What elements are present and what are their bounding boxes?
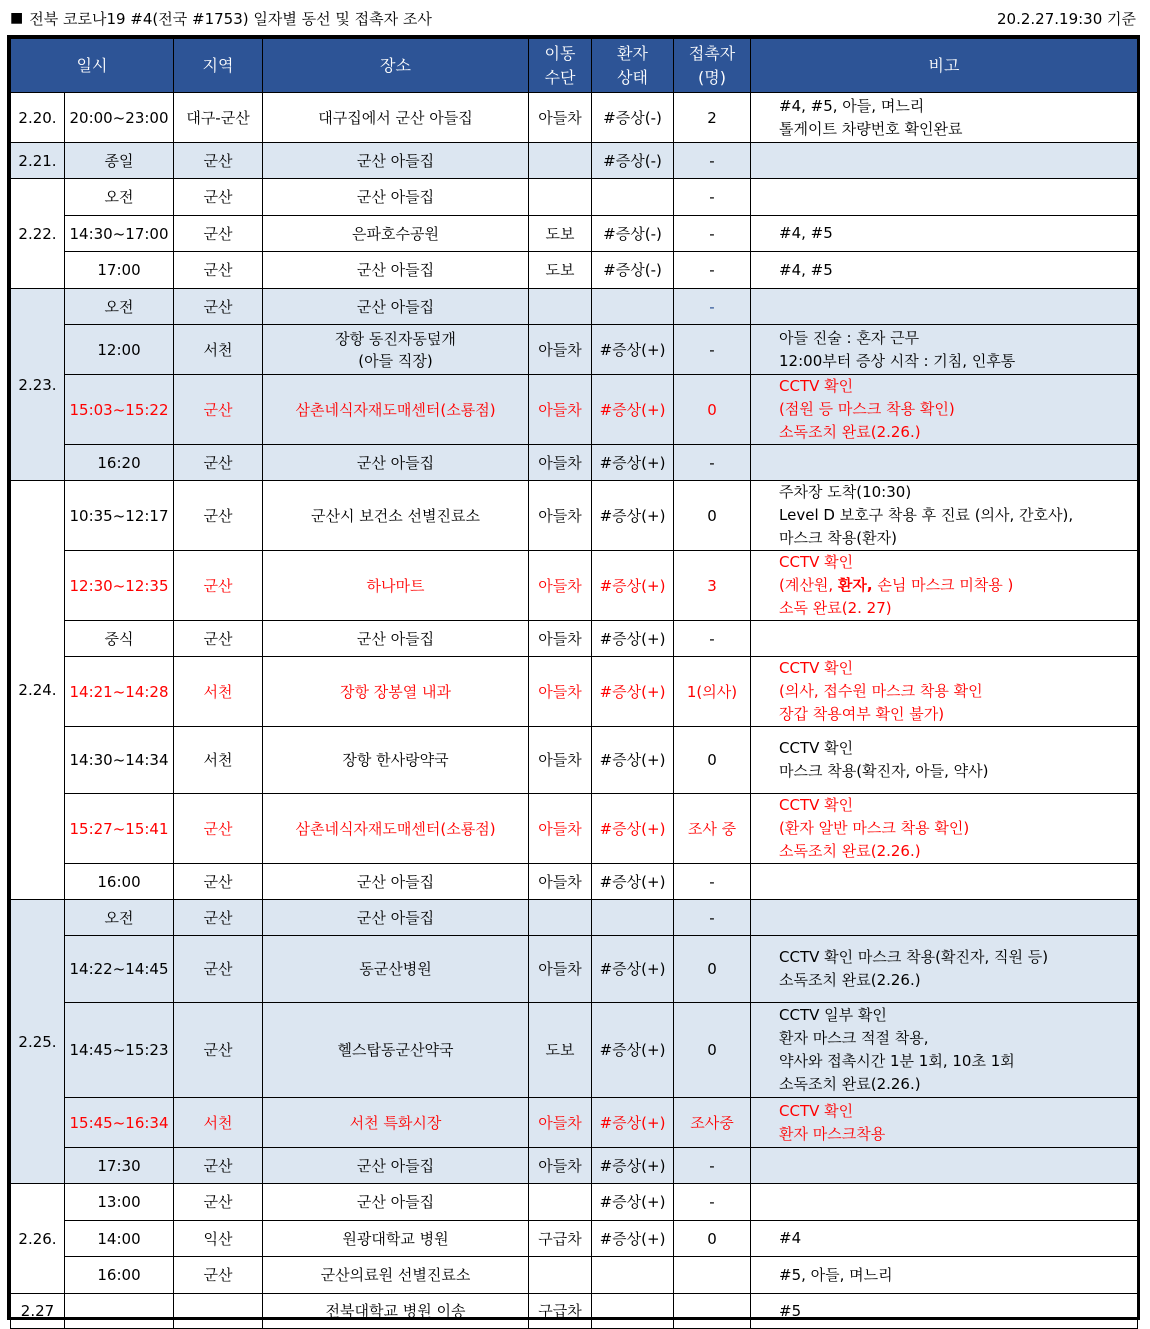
- time-cell: 20:00~23:00: [65, 93, 174, 143]
- contacts-cell: [674, 1294, 751, 1329]
- region-cell: 군산: [174, 1184, 263, 1221]
- time-cell: 14:22~14:45: [65, 936, 174, 1003]
- transport-cell: 구급차: [529, 1294, 592, 1329]
- place-cell: 전북대학교 병원 이송: [263, 1294, 529, 1329]
- header-region: 지역: [174, 39, 263, 93]
- transport-cell: [529, 1257, 592, 1294]
- status-cell: [592, 1257, 674, 1294]
- status-cell: #증상(+): [592, 325, 674, 375]
- transport-cell: 아들차: [529, 936, 592, 1003]
- table-row: [11, 216, 1138, 252]
- square-bullet-icon: ■: [10, 10, 24, 26]
- table-row: [11, 900, 1138, 936]
- transport-cell: 구급차: [529, 1221, 592, 1257]
- table-row: [11, 1184, 1138, 1221]
- status-cell: #증상(+): [592, 794, 674, 864]
- note-cell: #4: [751, 1221, 1138, 1257]
- table-row: [11, 621, 1138, 657]
- place-cell: 군산 아들집: [263, 864, 529, 900]
- note-cell: CCTV 확인 (의사, 접수원 마스크 착용 확인 장갑 착용여부 확인 불가): [751, 657, 1138, 727]
- table-row: [11, 179, 1138, 216]
- note-cell: [751, 864, 1138, 900]
- contacts-cell: 2: [674, 93, 751, 143]
- transport-cell: 아들차: [529, 325, 592, 375]
- note-cell: [751, 179, 1138, 216]
- contacts-cell: -: [674, 325, 751, 375]
- time-cell: 16:20: [65, 445, 174, 481]
- table-row: [11, 657, 1138, 727]
- route-table: [10, 38, 1138, 1329]
- region-cell: 군산: [174, 794, 263, 864]
- contacts-cell: -: [674, 252, 751, 289]
- region-cell: 군산: [174, 445, 263, 481]
- place-cell: 헬스탑동군산약국: [263, 1003, 529, 1098]
- transport-cell: [529, 900, 592, 936]
- status-cell: #증상(+): [592, 1221, 674, 1257]
- contacts-cell: 0: [674, 375, 751, 445]
- note-cell: #4, #5: [751, 216, 1138, 252]
- region-cell: 군산: [174, 1257, 263, 1294]
- transport-cell: 아들차: [529, 93, 592, 143]
- place-cell: 군산의료원 선별진료소: [263, 1257, 529, 1294]
- note-cell: #4, #5: [751, 252, 1138, 289]
- place-cell: 군산시 보건소 선별진료소: [263, 481, 529, 551]
- status-cell: [592, 1294, 674, 1329]
- status-cell: #증상(-): [592, 252, 674, 289]
- place-cell: 군산 아들집: [263, 1148, 529, 1184]
- place-cell: 군산 아들집: [263, 621, 529, 657]
- contacts-cell: 1(의사): [674, 657, 751, 727]
- status-cell: [592, 179, 674, 216]
- note-cell: #4, #5, 아들, 며느리 톨게이트 차량번호 확인완료: [751, 93, 1138, 143]
- place-cell: 서천 특화시장: [263, 1098, 529, 1148]
- table-row: [11, 936, 1138, 1003]
- transport-cell: 도보: [529, 1003, 592, 1098]
- table-row: [11, 325, 1138, 375]
- region-cell: 대구-군산: [174, 93, 263, 143]
- header-place: 장소: [263, 39, 529, 93]
- date-cell: 2.26.: [11, 1184, 65, 1294]
- place-cell: 군산 아들집: [263, 252, 529, 289]
- note-cell: [751, 289, 1138, 325]
- table-row: [11, 1098, 1138, 1148]
- status-cell: #증상(+): [592, 864, 674, 900]
- region-cell: [174, 1294, 263, 1329]
- status-cell: #증상(+): [592, 1003, 674, 1098]
- region-cell: 군산: [174, 864, 263, 900]
- table-row: [11, 1148, 1138, 1184]
- time-cell: 16:00: [65, 1257, 174, 1294]
- status-cell: #증상(+): [592, 727, 674, 794]
- time-cell: 오전: [65, 900, 174, 936]
- date-cell: 2.25.: [11, 900, 65, 1184]
- region-cell: 군산: [174, 179, 263, 216]
- table-row: [11, 727, 1138, 794]
- header-date-time: 일시: [11, 39, 174, 93]
- note-cell: #5: [751, 1294, 1138, 1329]
- table-row: [11, 289, 1138, 325]
- place-cell: 장항 장봉열 내과: [263, 657, 529, 727]
- place-cell: 은파호수공원: [263, 216, 529, 252]
- table-row: [11, 1257, 1138, 1294]
- note-cell: #5, 아들, 며느리: [751, 1257, 1138, 1294]
- date-cell: 2.27: [11, 1294, 65, 1329]
- status-cell: [592, 900, 674, 936]
- time-cell: 15:45~16:34: [65, 1098, 174, 1148]
- contacts-cell: 0: [674, 936, 751, 1003]
- status-cell: #증상(+): [592, 657, 674, 727]
- place-cell: 군산 아들집: [263, 1184, 529, 1221]
- transport-cell: [529, 289, 592, 325]
- time-cell: 종일: [65, 143, 174, 179]
- contacts-cell: 조사중: [674, 1098, 751, 1148]
- note-cell: CCTV 확인 마스크 착용(확진자, 아들, 약사): [751, 727, 1138, 794]
- transport-cell: 아들차: [529, 375, 592, 445]
- transport-cell: 도보: [529, 252, 592, 289]
- table-row: [11, 445, 1138, 481]
- transport-cell: 아들차: [529, 445, 592, 481]
- contacts-cell: 조사 중: [674, 794, 751, 864]
- table-row: [11, 551, 1138, 621]
- transport-cell: 아들차: [529, 657, 592, 727]
- status-cell: #증상(-): [592, 216, 674, 252]
- transport-cell: 아들차: [529, 727, 592, 794]
- region-cell: 군산: [174, 1003, 263, 1098]
- contacts-cell: -: [674, 1148, 751, 1184]
- place-cell: 군산 아들집: [263, 445, 529, 481]
- date-cell: 2.23.: [11, 289, 65, 481]
- region-cell: 서천: [174, 727, 263, 794]
- date-cell: 2.21.: [11, 143, 65, 179]
- region-cell: 군산: [174, 621, 263, 657]
- note-cell: 아들 진술 : 혼자 근무 12:00부터 증상 시작 : 기침, 인후통: [751, 325, 1138, 375]
- time-cell: 14:30~17:00: [65, 216, 174, 252]
- transport-cell: [529, 179, 592, 216]
- place-cell: 원광대학교 병원: [263, 1221, 529, 1257]
- region-cell: 군산: [174, 551, 263, 621]
- place-cell: 동군산병원: [263, 936, 529, 1003]
- status-cell: #증상(+): [592, 551, 674, 621]
- date-cell: 2.22.: [11, 179, 65, 289]
- status-cell: #증상(+): [592, 375, 674, 445]
- time-cell: 중식: [65, 621, 174, 657]
- status-cell: #증상(+): [592, 1148, 674, 1184]
- note-cell: [751, 621, 1138, 657]
- transport-cell: 아들차: [529, 621, 592, 657]
- table-row: [11, 481, 1138, 551]
- header-transport: 이동 수단: [529, 39, 592, 93]
- time-cell: 15:27~15:41: [65, 794, 174, 864]
- contacts-cell: -: [674, 1184, 751, 1221]
- date-cell: 2.24.: [11, 481, 65, 900]
- header-status: 환자 상태: [592, 39, 674, 93]
- place-cell: 장항 한사랑약국: [263, 727, 529, 794]
- region-cell: 군산: [174, 481, 263, 551]
- contacts-cell: -: [674, 621, 751, 657]
- time-cell: 오전: [65, 179, 174, 216]
- note-cell: [751, 900, 1138, 936]
- time-cell: 17:30: [65, 1148, 174, 1184]
- timestamp: 20.2.27.19:30 기준: [997, 9, 1136, 28]
- note-cell: CCTV 확인 마스크 착용(확진자, 직원 등) 소독조치 완료(2.26.): [751, 936, 1138, 1003]
- table-row: [11, 375, 1138, 445]
- region-cell: 서천: [174, 325, 263, 375]
- region-cell: 서천: [174, 1098, 263, 1148]
- note-cell: CCTV 확인 (계산원, 환자, 손님 마스크 미착용 ) 소독 완료(2. 27): [751, 551, 1138, 621]
- time-cell: 14:21~14:28: [65, 657, 174, 727]
- status-cell: #증상(+): [592, 1184, 674, 1221]
- contacts-cell: 0: [674, 1003, 751, 1098]
- place-cell: 군산 아들집: [263, 179, 529, 216]
- table-row: [11, 864, 1138, 900]
- note-cell: CCTV 확인 환자 마스크착용: [751, 1098, 1138, 1148]
- time-cell: 12:00: [65, 325, 174, 375]
- time-cell: 15:03~15:22: [65, 375, 174, 445]
- contacts-cell: [674, 1257, 751, 1294]
- time-cell: 14:00: [65, 1221, 174, 1257]
- time-cell: 12:30~12:35: [65, 551, 174, 621]
- route-table-frame: [7, 35, 1140, 1320]
- contacts-cell: -: [674, 143, 751, 179]
- region-cell: 군산: [174, 252, 263, 289]
- note-cell: CCTV 확인 (점원 등 마스크 착용 확인) 소독조치 완료(2.26.): [751, 375, 1138, 445]
- contacts-cell: -: [674, 864, 751, 900]
- place-cell: 군산 아들집: [263, 289, 529, 325]
- transport-cell: 아들차: [529, 794, 592, 864]
- time-cell: 13:00: [65, 1184, 174, 1221]
- contacts-cell: -: [674, 179, 751, 216]
- time-cell: 10:35~12:17: [65, 481, 174, 551]
- region-cell: 군산: [174, 936, 263, 1003]
- place-cell: 하나마트: [263, 551, 529, 621]
- table-header-row: [11, 39, 1138, 93]
- status-cell: #증상(+): [592, 481, 674, 551]
- transport-cell: 아들차: [529, 1148, 592, 1184]
- region-cell: 군산: [174, 216, 263, 252]
- region-cell: 군산: [174, 289, 263, 325]
- time-cell: 오전: [65, 289, 174, 325]
- time-cell: 16:00: [65, 864, 174, 900]
- place-cell: 군산 아들집: [263, 900, 529, 936]
- status-cell: #증상(+): [592, 1098, 674, 1148]
- transport-cell: 아들차: [529, 864, 592, 900]
- place-cell: 삼촌네식자재도매센터(소룡점): [263, 794, 529, 864]
- note-cell: CCTV 일부 확인 환자 마스크 적절 착용, 약사와 접촉시간 1분 1회, 10초 1회 소독조치 완료(2.26.): [751, 1003, 1138, 1098]
- status-cell: #증상(-): [592, 143, 674, 179]
- note-cell: CCTV 확인 (환자 알반 마스크 착용 확인) 소독조치 완료(2.26.): [751, 794, 1138, 864]
- transport-cell: 아들차: [529, 1098, 592, 1148]
- transport-cell: 아들차: [529, 481, 592, 551]
- note-cell: [751, 445, 1138, 481]
- status-cell: #증상(+): [592, 936, 674, 1003]
- table-row: [11, 143, 1138, 179]
- region-cell: 군산: [174, 900, 263, 936]
- header-contacts: 접촉자 (명): [674, 39, 751, 93]
- note-cell: [751, 1148, 1138, 1184]
- table-row: [11, 1294, 1138, 1329]
- region-cell: 군산: [174, 375, 263, 445]
- table-row: [11, 93, 1138, 143]
- status-cell: [592, 289, 674, 325]
- place-cell: 삼촌네식자재도매센터(소룡점): [263, 375, 529, 445]
- status-cell: #증상(-): [592, 93, 674, 143]
- time-cell: 14:45~15:23: [65, 1003, 174, 1098]
- contacts-cell: 0: [674, 481, 751, 551]
- transport-cell: 아들차: [529, 551, 592, 621]
- transport-cell: [529, 143, 592, 179]
- time-cell: [65, 1294, 174, 1329]
- transport-cell: 도보: [529, 216, 592, 252]
- region-cell: 군산: [174, 1148, 263, 1184]
- header-note: 비고: [751, 39, 1138, 93]
- status-cell: #증상(+): [592, 621, 674, 657]
- place-cell: 장항 동진자동덮개 (아들 직장): [263, 325, 529, 375]
- contacts-cell: 0: [674, 727, 751, 794]
- document-header: [10, 4, 1136, 32]
- table-row: [11, 1003, 1138, 1098]
- contacts-cell: -: [674, 216, 751, 252]
- time-cell: 14:30~14:34: [65, 727, 174, 794]
- contacts-cell: 3: [674, 551, 751, 621]
- table-row: [11, 794, 1138, 864]
- transport-cell: [529, 1184, 592, 1221]
- contacts-cell: -: [674, 445, 751, 481]
- region-cell: 익산: [174, 1221, 263, 1257]
- note-cell: [751, 1184, 1138, 1221]
- region-cell: 군산: [174, 143, 263, 179]
- contacts-cell: -: [674, 289, 751, 325]
- contacts-cell: -: [674, 900, 751, 936]
- note-cell: [751, 143, 1138, 179]
- document-title: 전북 코로나19 #4(전국 #1753) 일자별 동선 및 접촉자 조사: [29, 9, 432, 28]
- note-cell: 주차장 도착(10:30) Level D 보호구 착용 후 진료 (의사, 간호사), 마스크 착용(환자): [751, 481, 1138, 551]
- place-cell: 군산 아들집: [263, 143, 529, 179]
- contacts-cell: 0: [674, 1221, 751, 1257]
- date-cell: 2.20.: [11, 93, 65, 143]
- title-group: [10, 8, 432, 29]
- status-cell: #증상(+): [592, 445, 674, 481]
- time-cell: 17:00: [65, 252, 174, 289]
- place-cell: 대구집에서 군산 아들집: [263, 93, 529, 143]
- table-row: [11, 1221, 1138, 1257]
- region-cell: 서천: [174, 657, 263, 727]
- table-row: [11, 252, 1138, 289]
